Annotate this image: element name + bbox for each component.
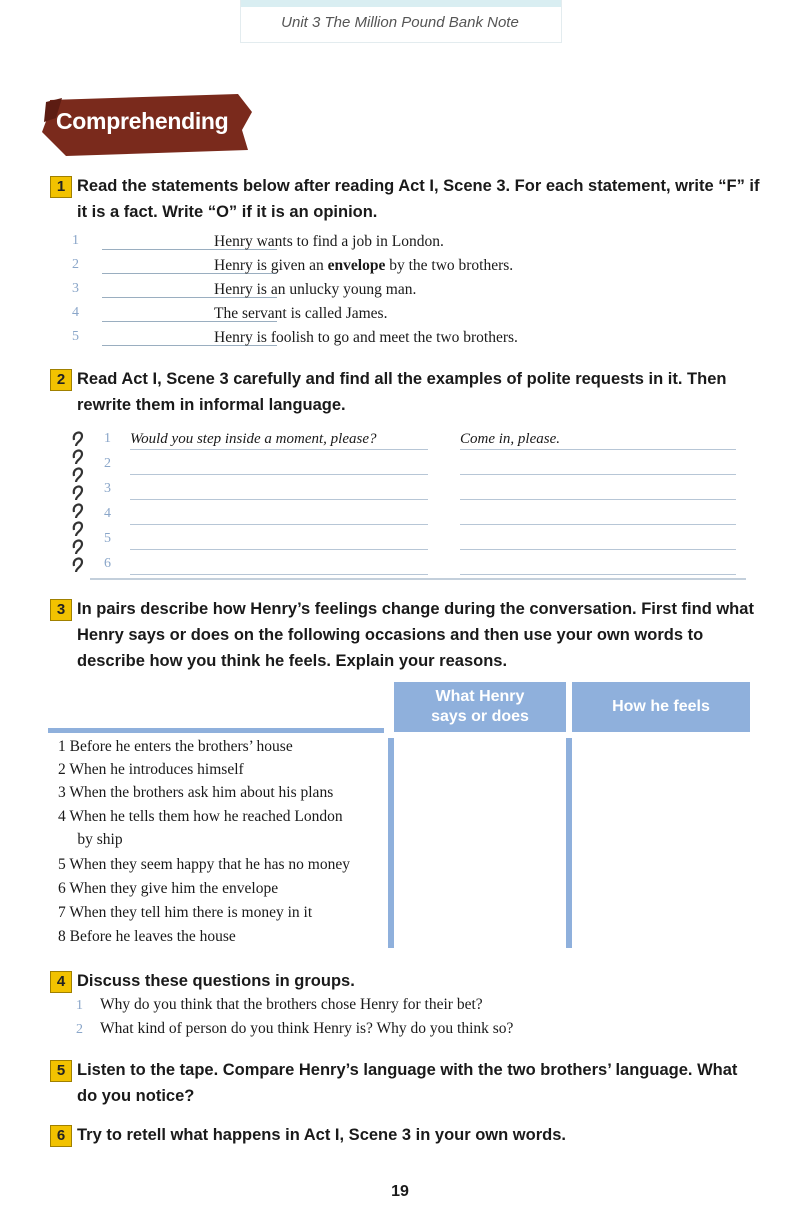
task-instruction: Read the statements below after reading Act I, Scene 3. For each statement, write “F” if it is a fact. Write “O” if it is an opinion. — [77, 177, 760, 221]
task-5 — [50, 1057, 762, 1109]
discussion-question: 1 Why do you think that the brothers chose Henry for their bet? — [76, 996, 483, 1013]
polite-request-line[interactable] — [130, 549, 428, 550]
statement-number: 2 — [72, 257, 79, 272]
request-number: 5 — [104, 531, 111, 546]
occasion-row: 3 When the brothers ask him about his plans — [58, 784, 334, 801]
task-1 — [50, 173, 760, 225]
task-number-badge: 2 — [50, 369, 72, 391]
task-3 — [50, 596, 760, 674]
informal-request-line[interactable] — [460, 449, 736, 450]
task-number-badge: 6 — [50, 1125, 72, 1147]
statement-number: 5 — [72, 329, 79, 344]
task-number-badge: 3 — [50, 599, 72, 621]
occasion-row: 8 Before he leaves the house — [58, 928, 236, 945]
occasion-row: 1 Before he enters the brothers’ house — [58, 738, 293, 755]
task-instruction: Read Act I, Scene 3 carefully and find all the examples of polite requests in it. Then rewrite them in informal language. — [77, 370, 727, 414]
informal-request-line[interactable] — [460, 574, 736, 575]
request-number: 4 — [104, 506, 111, 521]
statement-text: Henry is foolish to go and meet the two brothers. — [214, 329, 518, 346]
task-number-badge: 5 — [50, 1060, 72, 1082]
column-divider — [388, 738, 394, 948]
occasion-row: 6 When they give him the envelope — [58, 880, 279, 897]
task-instruction: In pairs describe how Henry’s feelings change during the conversation. First find what Henry says or does on the following occasions and then use your own words to describe how you think he feels. Explain your reasons. — [77, 600, 754, 670]
polite-request-line[interactable] — [130, 474, 428, 475]
statement-number: 1 — [72, 233, 79, 248]
table-header-rule — [48, 728, 384, 733]
occasion-row: 5 When they seem happy that he has no money — [58, 856, 350, 873]
rewrite-divider — [90, 578, 746, 580]
informal-request-line[interactable] — [460, 524, 736, 525]
task-number-badge: 4 — [50, 971, 72, 993]
polite-request-line[interactable] — [130, 499, 428, 500]
polite-request-line[interactable] — [130, 524, 428, 525]
statement-text: Henry is given an envelope by the two brothers. — [214, 257, 514, 274]
polite-request-line[interactable] — [130, 449, 428, 450]
request-number: 2 — [104, 456, 111, 471]
column-divider — [566, 738, 572, 948]
column-header-what-henry: What Henry says or does — [394, 682, 566, 732]
section-title: Comprehending — [56, 108, 229, 134]
occasion-row: by ship — [58, 831, 123, 848]
statement-number: 3 — [72, 281, 79, 296]
task-instruction: Try to retell what happens in Act I, Scene 3 in your own words. — [77, 1126, 566, 1144]
polite-request-text: Would you step inside a moment, please? — [130, 431, 377, 447]
task-instruction: Discuss these questions in groups. — [77, 972, 355, 990]
informal-request-line[interactable] — [460, 549, 736, 550]
request-number: 3 — [104, 481, 111, 496]
column-header-how-he-feels: How he feels — [572, 682, 750, 732]
request-number: 1 — [104, 431, 111, 446]
informal-request-text: Come in, please. — [460, 431, 560, 447]
spiral-binding-icon — [70, 428, 86, 576]
informal-request-line[interactable] — [460, 474, 736, 475]
task-instruction: Listen to the tape. Compare Henry’s language with the two brothers’ language. What do you notice? — [77, 1061, 738, 1105]
task-number-badge: 1 — [50, 176, 72, 198]
running-head: Unit 3 The Million Pound Bank Note — [281, 14, 519, 31]
occasion-row: 4 When he tells them how he reached London — [58, 808, 343, 825]
task-2 — [50, 366, 760, 418]
occasion-row: 7 When they tell him there is money in it — [58, 904, 313, 921]
informal-request-line[interactable] — [460, 499, 736, 500]
statement-number: 4 — [72, 305, 79, 320]
statement-text: Henry wants to find a job in London. — [214, 233, 444, 250]
task-4 — [50, 968, 760, 994]
task-6 — [50, 1122, 760, 1148]
statement-text: Henry is an unlucky young man. — [214, 281, 417, 298]
discussion-question: 2 What kind of person do you think Henry is? Why do you think so? — [76, 1020, 514, 1037]
page-number: 19 — [391, 1183, 409, 1200]
polite-request-line[interactable] — [130, 574, 428, 575]
request-number: 6 — [104, 556, 111, 571]
statement-text: The servant is called James. — [214, 305, 388, 322]
occasion-row: 2 When he introduces himself — [58, 761, 244, 778]
